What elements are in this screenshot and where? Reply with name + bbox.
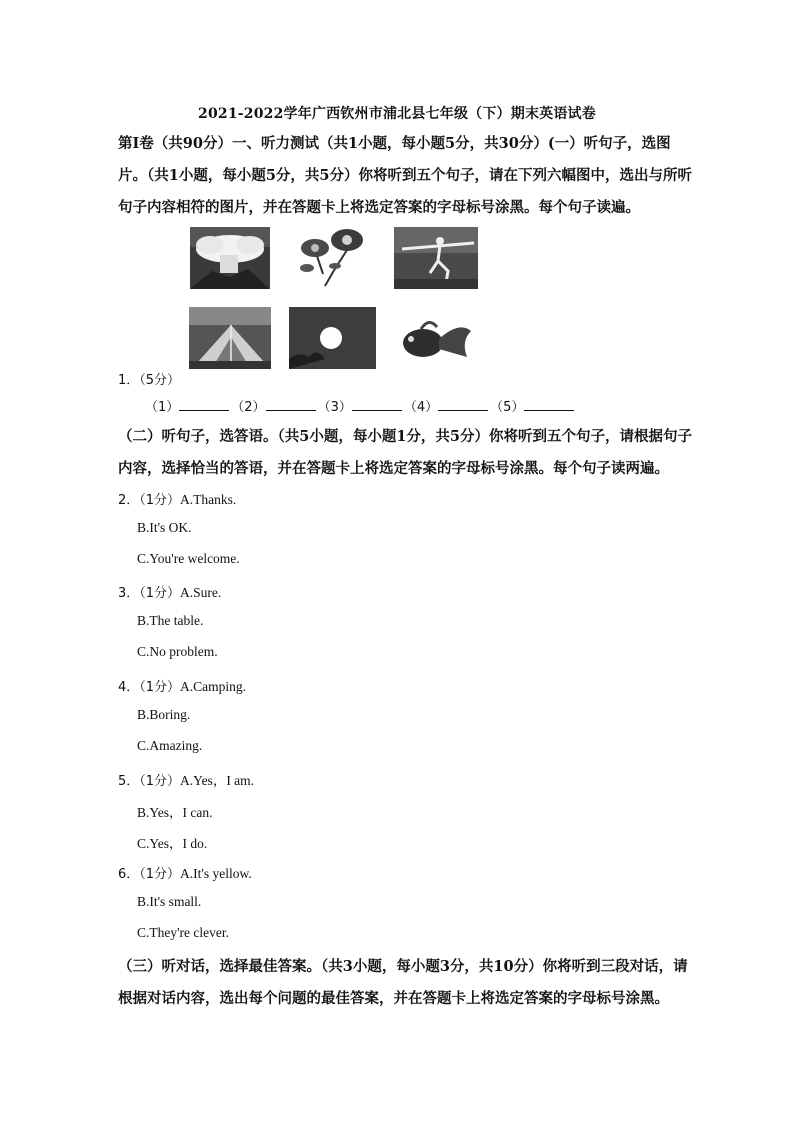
section2-instructions: （二）听句子，选答语。（共5小题，每小题1分，共5分）你将听到五个句子，请根据句子内容，选择恰当的答语，并在答题卡上将选定答案的字母标号涂黑。每个句子读两遍。 bbox=[118, 428, 693, 477]
question-2-option-b: B.It's OK. bbox=[137, 520, 192, 535]
moon-picture bbox=[289, 307, 376, 369]
question-3-number: 3．（1分） bbox=[118, 586, 181, 601]
section1-instructions: 第Ⅰ卷（共90分）一、听力测试（共1小题，每小题5分，共30分）(一）听句子，选图片。（共1小题，每小题5分，共5分）你将听到五个句子，请在下列六幅图中，选出与所听句子内容相符的图片，并在答题卡上将选定答案的字母标号涂黑。每个句子读遍。 bbox=[118, 135, 693, 216]
blank-1[interactable] bbox=[179, 398, 229, 411]
flowers-picture bbox=[289, 226, 375, 290]
blank-5-label: （5） bbox=[490, 400, 525, 415]
question-5-number: 5．（1分） bbox=[118, 774, 181, 789]
question-3-option-a: A.Sure. bbox=[180, 585, 222, 600]
question-1-number: 1．（5分） bbox=[118, 373, 181, 388]
blank-3[interactable] bbox=[352, 398, 402, 411]
question-1-answer-blanks bbox=[145, 396, 576, 415]
question-4-option-a: A.Camping. bbox=[180, 679, 247, 694]
question-2-number: 2．（1分） bbox=[118, 493, 181, 508]
question-4-option-c: C.Amazing. bbox=[137, 738, 203, 753]
question-2-option-c: C.You're welcome. bbox=[137, 551, 240, 566]
blank-3-label: （3） bbox=[317, 400, 352, 415]
section3-instructions: （三）听对话，选择最佳答案。（共3小题，每小题3分，共10分）你将听到三段对话，请根据对话内容，选出每个问题的最佳答案，并在答题卡上将选定答案的字母标号涂黑。 bbox=[118, 958, 688, 1007]
blank-2-label: （2） bbox=[231, 400, 266, 415]
question-5-option-c: C.Yes，I do. bbox=[137, 836, 208, 851]
question-6 bbox=[118, 863, 252, 882]
question-4 bbox=[118, 676, 246, 695]
blank-1-label: （1） bbox=[145, 400, 180, 415]
question-3-option-b: B.The table. bbox=[137, 613, 204, 628]
question-5-option-b: B.Yes，I can. bbox=[137, 805, 213, 820]
blank-4-label: （4） bbox=[403, 400, 439, 415]
question-3 bbox=[118, 582, 221, 601]
question-5 bbox=[118, 769, 254, 789]
question-2-option-a: A.Thanks. bbox=[180, 492, 237, 507]
question-1-label bbox=[118, 369, 180, 388]
question-4-option-b: B.Boring. bbox=[137, 707, 191, 722]
question-6-option-a: A.It's yellow. bbox=[180, 866, 252, 881]
goldfish-picture bbox=[395, 317, 475, 365]
dancer-picture bbox=[394, 227, 478, 289]
blank-4[interactable] bbox=[438, 398, 488, 411]
question-6-option-b: B.It's small. bbox=[137, 894, 202, 909]
question-6-option-c: C.They're clever. bbox=[137, 925, 230, 940]
exam-title: 2021-2022学年广西钦州市浦北县七年级（下）期末英语试卷 bbox=[198, 106, 596, 122]
question-5-option-a: A.Yes，I am. bbox=[180, 773, 255, 788]
blank-2[interactable] bbox=[266, 398, 316, 411]
volcano-eruption-picture bbox=[190, 227, 270, 289]
tent-picture bbox=[189, 307, 271, 369]
question-3-option-c: C.No problem. bbox=[137, 644, 218, 659]
question-4-number: 4．（1分） bbox=[118, 680, 181, 695]
question-6-number: 6．（1分） bbox=[118, 867, 181, 882]
question-2 bbox=[118, 489, 236, 508]
blank-5[interactable] bbox=[524, 398, 574, 411]
